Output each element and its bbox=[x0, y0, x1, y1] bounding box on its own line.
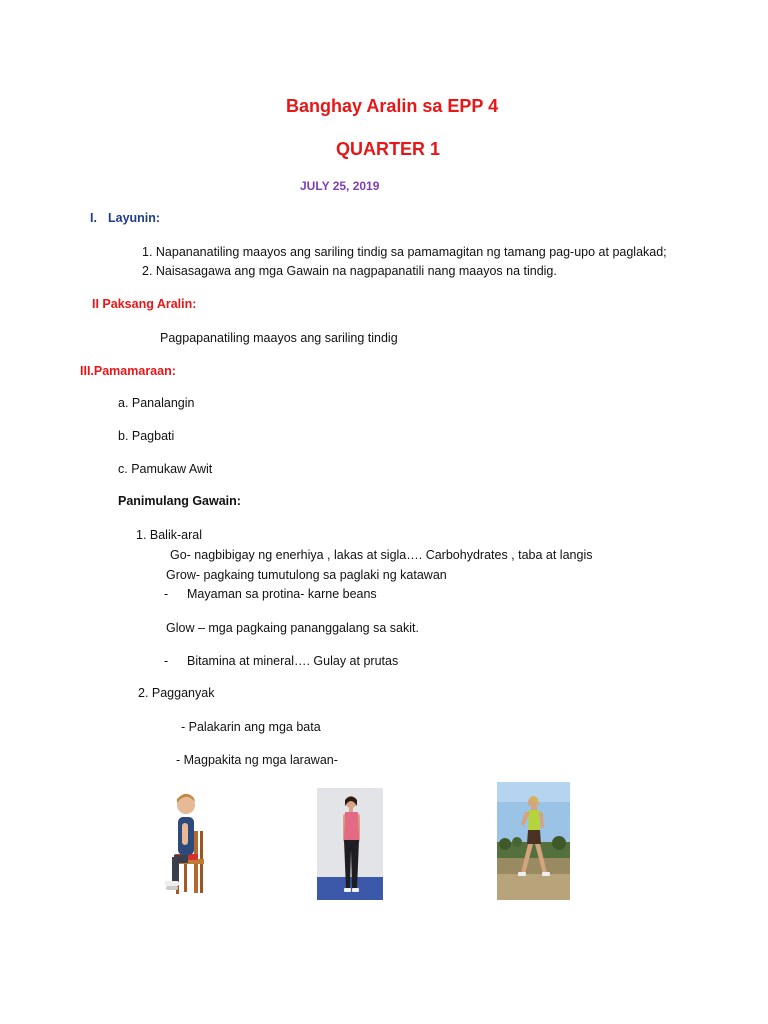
balik-aral-grow-bullet: Mayaman sa protina- karne beans bbox=[187, 587, 377, 601]
bullet-dash: - bbox=[164, 587, 169, 601]
balik-aral-glow: Glow – mga pagkaing pananggalang sa sakit. bbox=[166, 621, 419, 635]
layunin-numeral: I. bbox=[90, 211, 97, 225]
pamamaraan-heading: III.Pamamaraan: bbox=[80, 364, 176, 378]
walking-woman-image bbox=[497, 782, 570, 900]
panimulang-gawain-heading: Panimulang Gawain: bbox=[118, 494, 241, 508]
document-title: Banghay Aralin sa EPP 4 bbox=[286, 96, 499, 116]
quarter-heading: QUARTER 1 bbox=[336, 139, 441, 159]
balik-aral-glow-bullet: Bitamina at mineral…. Gulay at prutas bbox=[187, 654, 399, 668]
paksang-aralin-heading: II Paksang Aralin: bbox=[92, 297, 197, 311]
sitting-child-image bbox=[160, 787, 214, 897]
pagganyak-item-1: - Palakarin ang mga bata bbox=[181, 720, 321, 734]
lesson-date: JULY 25, 2019 bbox=[300, 179, 380, 193]
layunin-item-2: 2. Naisasagawa ang mga Gawain na nagpapanatili nang maayos na tindig. bbox=[142, 264, 557, 278]
step-pagbati: b. Pagbati bbox=[118, 429, 175, 443]
pagganyak-item-2: - Magpakita ng mga larawan- bbox=[176, 753, 338, 767]
pagganyak-label: 2. Pagganyak bbox=[138, 686, 215, 700]
balik-aral-grow: Grow- pagkaing tumutulong sa paglaki ng katawan bbox=[166, 568, 447, 582]
layunin-heading: Layunin: bbox=[108, 211, 161, 225]
balik-aral-go: Go- nagbibigay ng enerhiya , lakas at sigla…. Carbohydrates , taba at langis bbox=[170, 548, 593, 562]
step-pamukaw-awit: c. Pamukaw Awit bbox=[118, 462, 213, 476]
paksang-aralin-content: Pagpapanatiling maayos ang sariling tindig bbox=[160, 331, 398, 345]
standing-woman-image bbox=[317, 788, 383, 900]
step-panalangin: a. Panalangin bbox=[118, 396, 195, 410]
balik-aral-label: 1. Balik-aral bbox=[136, 528, 202, 542]
layunin-item-1: 1. Napananatiling maayos ang sariling tindig sa pamamagitan ng tamang pag-upo at paglakad; bbox=[142, 245, 667, 259]
bullet-dash: - bbox=[164, 654, 169, 668]
